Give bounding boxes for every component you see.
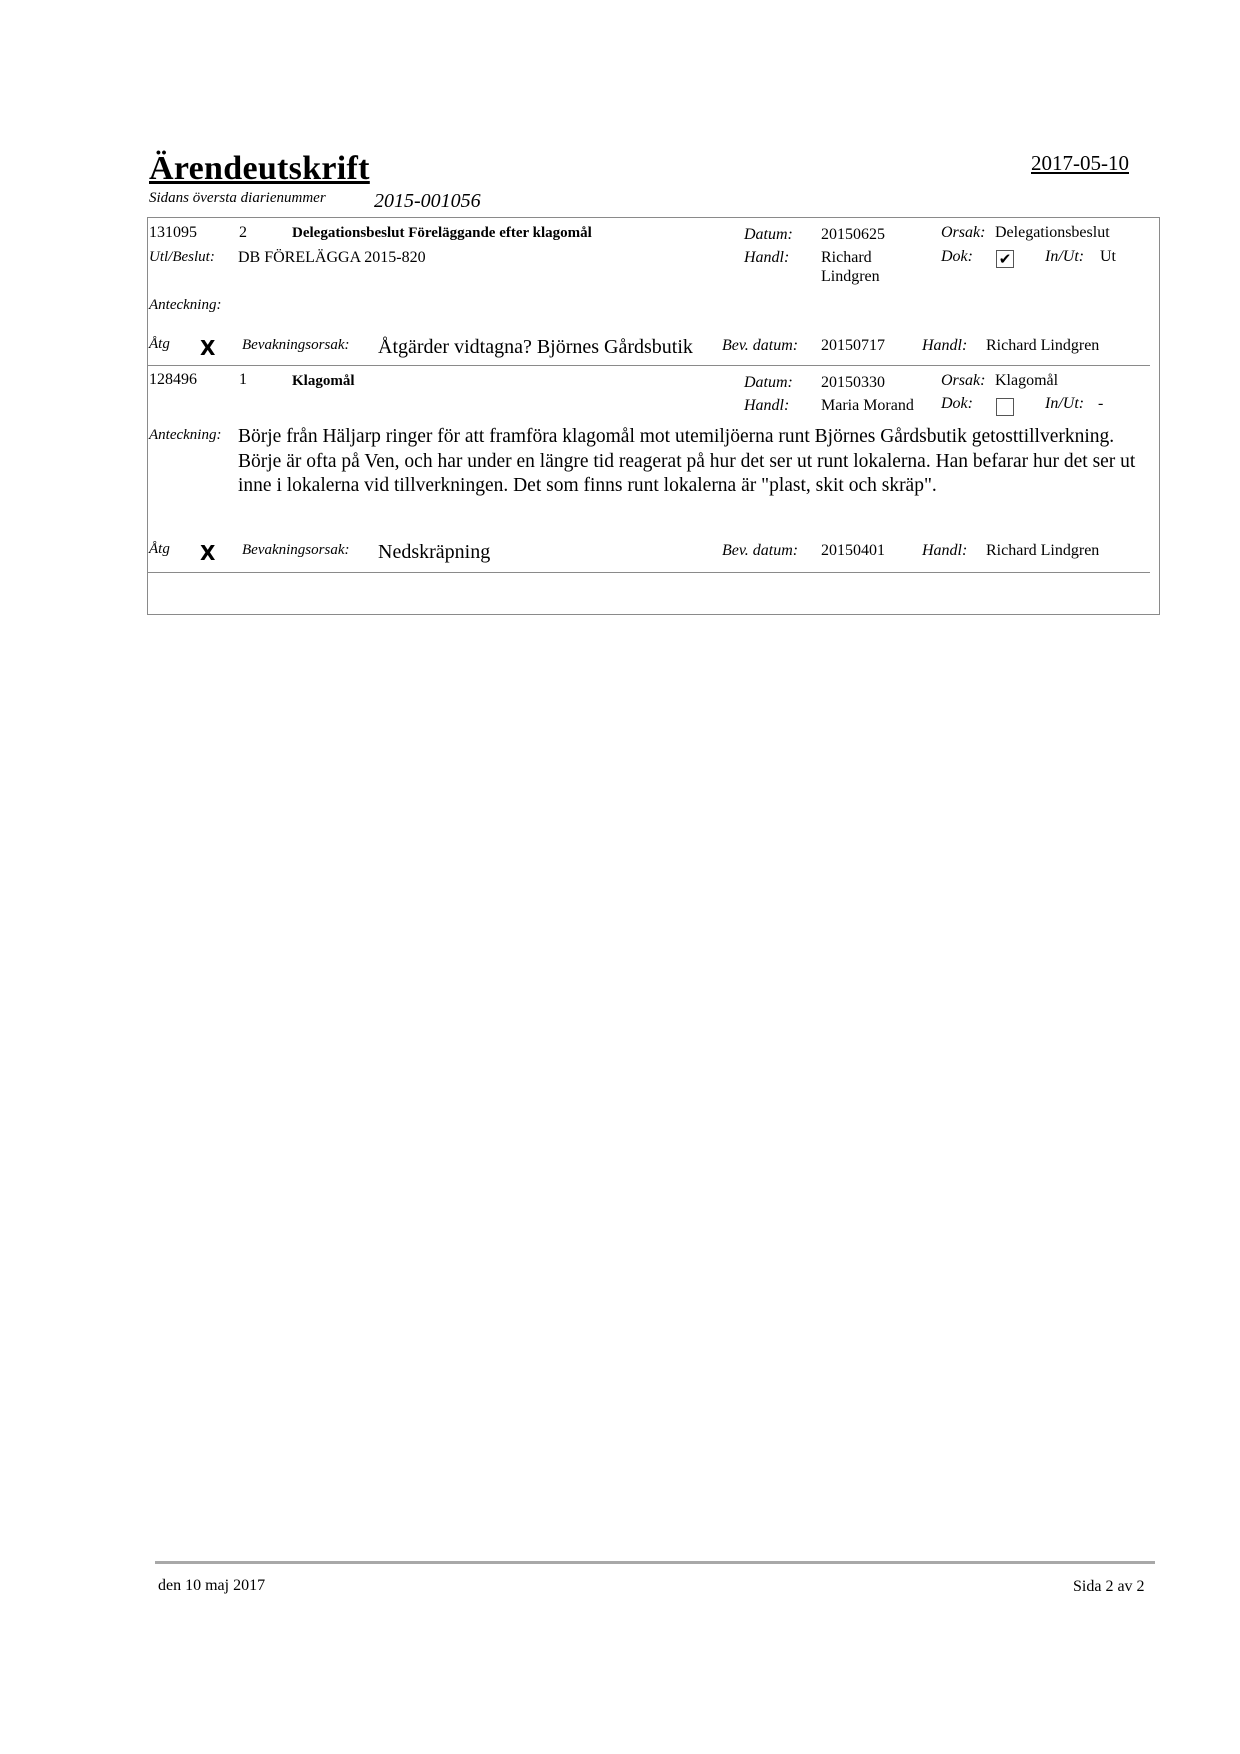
datum-value: 20150625 <box>821 226 885 243</box>
orsak-label: Orsak: <box>941 224 986 241</box>
in-ut-value: Ut <box>1100 248 1116 265</box>
handl-label: Handl: <box>744 249 790 266</box>
record-id: 131095 <box>149 224 197 241</box>
handl-value-line2: Lindgren <box>821 268 880 285</box>
bevakningsorsak-value: Nedskräpning <box>378 541 491 563</box>
atg-mark: X <box>200 541 216 565</box>
handl-value-line1: Richard <box>821 249 872 266</box>
orsak-value: Klagomål <box>995 372 1059 389</box>
bev-datum-label: Bev. datum: <box>722 542 799 559</box>
atg-label: Åtg <box>149 541 170 557</box>
record-id: 128496 <box>149 371 197 388</box>
top-diary-label: Sidans översta diarienummer <box>149 190 326 206</box>
dok-checkbox[interactable]: ✔ <box>996 250 1014 268</box>
record-separator-end <box>148 572 1150 573</box>
bev-datum-label: Bev. datum: <box>722 337 799 354</box>
record-title: Klagomål <box>292 373 355 389</box>
bevakningsorsak-label: Bevakningsorsak: <box>242 337 350 353</box>
record-title: Delegationsbeslut Föreläggande efter klagomål <box>292 225 592 241</box>
datum-label: Datum: <box>744 226 793 243</box>
footer-rule <box>155 1561 1155 1564</box>
bev-handl-value: Richard Lindgren <box>986 542 1100 559</box>
datum-value: 20150330 <box>821 374 885 391</box>
bev-datum-value: 20150717 <box>821 337 885 354</box>
record-seq: 2 <box>239 224 247 241</box>
record-separator <box>148 365 1150 366</box>
in-ut-value: - <box>1098 395 1104 412</box>
datum-label: Datum: <box>744 374 793 391</box>
utl-beslut-value: DB FÖRELÄGGA 2015-820 <box>238 249 426 266</box>
dok-checkbox[interactable] <box>996 398 1014 416</box>
print-date: 2017-05-10 <box>1031 151 1129 175</box>
top-diary-number: 2015-001056 <box>374 190 481 212</box>
anteckning-label: Anteckning: <box>149 427 222 443</box>
bev-handl-label: Handl: <box>922 542 968 559</box>
anteckning-label: Anteckning: <box>149 297 222 313</box>
footer-page-number: Sida 2 av 2 <box>1073 1578 1145 1595</box>
utl-beslut-label: Utl/Beslut: <box>149 249 215 265</box>
orsak-value: Delegationsbeslut <box>995 224 1110 241</box>
atg-label: Åtg <box>149 336 170 352</box>
handl-label: Handl: <box>744 397 790 414</box>
handl-value: Maria Morand <box>821 397 914 414</box>
bev-handl-value: Richard Lindgren <box>986 337 1100 354</box>
atg-mark: X <box>200 336 216 360</box>
footer-date: den 10 maj 2017 <box>158 1577 266 1594</box>
in-ut-label: In/Ut: <box>1045 395 1085 412</box>
bevakningsorsak-value: Åtgärder vidtagna? Björnes Gårdsbutik <box>378 336 693 358</box>
in-ut-label: In/Ut: <box>1045 248 1085 265</box>
document-title: Ärendeutskrift <box>149 150 370 187</box>
bevakningsorsak-label: Bevakningsorsak: <box>242 542 350 558</box>
bev-handl-label: Handl: <box>922 337 968 354</box>
orsak-label: Orsak: <box>941 372 986 389</box>
anteckning-text: Börje från Häljarp ringer för att framföra klagomål mot utemiljöerna runt Björnes Gårdsbutik getosttillverkning. Börje är ofta på Ven, och har under en längre tid reagerat på hur det ser ut runt lokalerna. Han befarar hur det ser ut inne i lokalerna vid tillverkningen. Det som finns runt lokalerna är "plast, skit och skräp". <box>238 426 1136 496</box>
dok-label: Dok: <box>941 395 973 412</box>
bev-datum-value: 20150401 <box>821 542 885 559</box>
record-seq: 1 <box>239 371 247 388</box>
dok-label: Dok: <box>941 248 973 265</box>
